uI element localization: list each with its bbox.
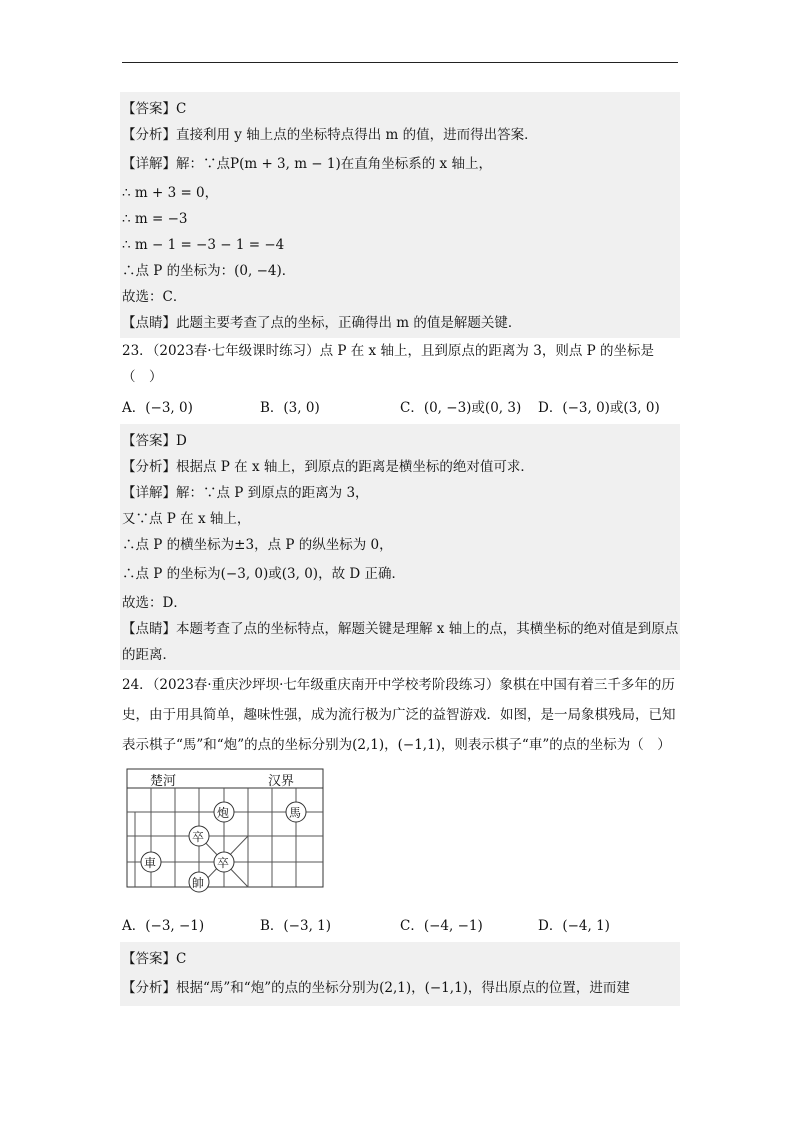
- piece-chariot: 車: [144, 856, 157, 870]
- q23-answer: 【答案】D: [122, 433, 187, 449]
- q24-solution-block: [120, 942, 680, 1006]
- q22-choice: 故选：C．: [122, 289, 187, 305]
- piece-general: 帥: [192, 876, 205, 890]
- q22-step-3: ∴ m − 1 = −3 − 1 = −4: [122, 237, 285, 253]
- q23-option-c: C．(0, −3)或(0, 3): [400, 400, 522, 416]
- q22-analysis: 【分析】直接利用 y 轴上点的坐标特点得出 m 的值，进而得出答案．: [122, 127, 538, 143]
- q22-solution-block: [120, 92, 680, 338]
- q24-option-b: B．(−3, 1): [260, 918, 332, 934]
- q23-step-2: ∴点 P 的横坐标为±3，点 P 的纵坐标为 0，: [122, 537, 393, 553]
- q23-option-b: B．(3, 0): [260, 400, 320, 416]
- river-label-right: 汉界: [268, 774, 295, 789]
- q24-option-d: D．(−4, 1): [538, 918, 610, 934]
- q22-step-1: ∴ m + 3 = 0，: [122, 185, 219, 201]
- q23-analysis: 【分析】根据点 P 在 x 轴上，到原点的距离是横坐标的绝对值可求．: [122, 459, 534, 475]
- q23-stem: 23．（2023春·七年级课时练习）点 P 在 x 轴上，且到原点的距离为 3，则点 P 的坐标是（ ）: [122, 343, 654, 385]
- q23-choice: 故选：D．: [122, 595, 187, 611]
- q23-detail: 【详解】解：∵点 P 到原点的距离为 3，: [122, 485, 369, 501]
- q23-option-a: A．(−3, 0): [122, 400, 193, 416]
- q23-option-d: D．(−3, 0)或(3, 0): [538, 400, 660, 416]
- q23-step-1: 又∵点 P 在 x 轴上，: [122, 511, 251, 527]
- piece-horse: 馬: [289, 806, 302, 820]
- q23-solution-block: [120, 424, 680, 670]
- q22-step-2: ∴ m = −3: [122, 211, 188, 227]
- q22-comment: 【点睛】此题主要考查了点的坐标，正确得出 m 的值是解题关键．: [122, 315, 522, 331]
- river-label-left: 楚河: [150, 774, 177, 789]
- q24-stem: 24．（2023春·重庆沙坪坝·七年级重庆南开中学校考阶段练习）象棋在中国有着三千多年的历史，由于用具简单，趣味性强，成为流行极为广泛的益智游戏．如图，是一局象棋残局，已知表示棋子“馬”和“炮”的点的坐标分别为(2,1)，(−1,1)，则表示棋子“車”的点的坐标为（ ）: [122, 677, 676, 753]
- piece-soldier-1: 卒: [192, 830, 205, 844]
- q23-comment: 【点睛】本题考查了点的坐标特点，解题关键是理解 x 轴上的点，其横坐标的绝对值是到原点的距离．: [122, 621, 679, 663]
- q24-answer: 【答案】C: [122, 951, 187, 967]
- q24-option-c: C．(−4, −1): [400, 918, 483, 934]
- q22-answer: 【答案】C: [122, 101, 187, 117]
- piece-cannon: 炮: [217, 806, 230, 820]
- q24-options: [120, 908, 680, 942]
- chess-board-figure: [126, 768, 326, 894]
- q24-option-a: A．(−3, −1): [122, 918, 205, 934]
- q23-step-3: ∴点 P 的坐标为(−3, 0)或(3, 0)，故 D 正确．: [122, 566, 405, 582]
- q24-analysis: 【分析】根据“馬”和“炮”的点的坐标分别为(2,1)，(−1,1)，得出原点的位置，进而建: [122, 980, 630, 996]
- q23-options: [120, 390, 680, 424]
- q22-detail: 【详解】解：∵点P(m + 3, m − 1)在直角坐标系的 x 轴上，: [122, 156, 492, 172]
- q22-step-4: ∴点 P 的坐标为：(0, −4)．: [122, 263, 296, 279]
- piece-soldier-2: 卒: [217, 856, 230, 870]
- header-rule: [122, 62, 678, 63]
- document-page: [120, 92, 680, 1006]
